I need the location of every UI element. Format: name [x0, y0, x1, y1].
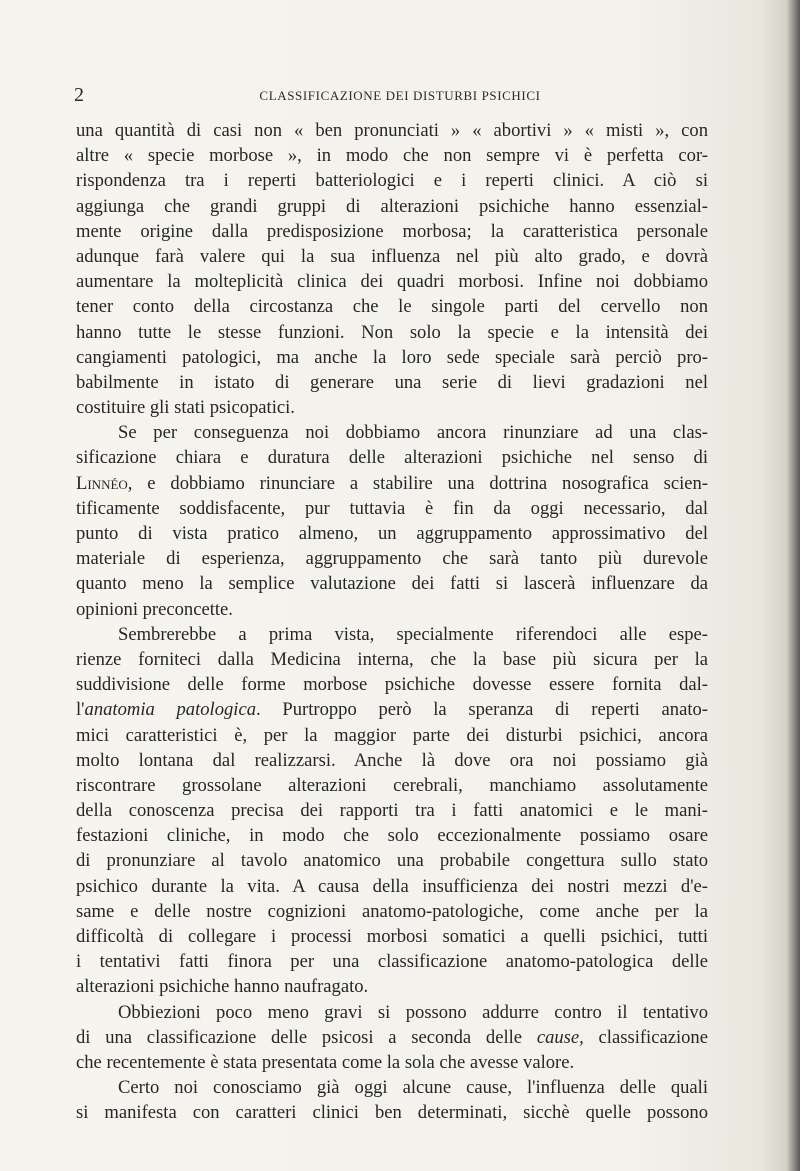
- text-fragment: , e dobbiamo rinunciare a stabilire una dottrina nosografica scien-: [127, 472, 708, 494]
- emphasis-term: anatomia patologica: [84, 699, 257, 721]
- text-line: altre « specie morbose », in modo che non sempre vi è perfetta cor-: [76, 145, 708, 167]
- text-line: aumentare la molteplicità clinica dei quadri morbosi. Infine noi dobbiamo: [76, 271, 708, 293]
- text-line: mici caratteristici è, per la maggior parte dei disturbi psichici, ancora: [76, 724, 708, 746]
- text-line: same e delle nostre cognizioni anatomo-patologiche, come anche per la: [76, 900, 708, 922]
- page-number: 2: [74, 84, 84, 106]
- text-line: Sembrerebbe a prima vista, specialmente riferendoci alle espe-: [118, 623, 708, 645]
- running-head: CLASSIFICAZIONE DEI DISTURBI PSICHICI: [259, 88, 541, 103]
- text-line: babilmente in istato di generare una serie di lievi gradazioni nel: [76, 371, 708, 393]
- text-line: tener conto della circostanza che le singole parti del cervello non: [76, 296, 708, 318]
- text-line: suddivisione delle forme morbose psichiche dovesse essere fornita dal-: [76, 674, 708, 696]
- text-line: festazioni cliniche, in modo che solo eccezionalmente possiamo osare: [76, 825, 708, 847]
- text-line: Obbiezioni poco meno gravi si possono addurre contro il tentativo: [118, 1001, 708, 1023]
- text-line: della conoscenza precisa dei rapporti tra i fatti anatomici e le mani-: [76, 800, 708, 822]
- text-line: sificazione chiara e duratura delle alterazioni psichiche nel senso di: [76, 447, 708, 469]
- text-line: aggiunga che grandi gruppi di alterazioni psichiche hanno essenzial-: [76, 195, 708, 217]
- text-fragment: classificazione: [583, 1026, 708, 1048]
- text-line: i tentativi fatti finora per una classificazione anatomo-patologica delle: [76, 951, 708, 973]
- text-line: si manifesta con caratteri clinici ben determinati, sicchè quelle possono: [76, 1102, 708, 1124]
- text-line: che recentemente è stata presentata come la sola che avesse valore.: [76, 1051, 575, 1073]
- text-line: di pronunziare al tavolo anatomico una probabile congettura sullo stato: [76, 850, 708, 872]
- text-line: mente origine dalla predisposizione morbosa; la caratteristica personale: [76, 220, 708, 242]
- text-line: punto di vista pratico almeno, un aggruppamento approssimativo del: [76, 523, 708, 544]
- text-line: rienze forniteci dalla Medicina interna, che la base più sicura per la: [76, 648, 708, 670]
- text-line: [76, 1025, 708, 1050]
- text-line: riscontrare grossolane alterazioni cerebrali, manchiamo assolutamente: [76, 774, 708, 796]
- text-line: difficoltà di collegare i processi morbosi somatici a quelli psichici, tutti: [76, 926, 708, 947]
- emphasis-term: cause,: [536, 1026, 584, 1048]
- text-line: costituire gli stati psicopatici.: [76, 397, 295, 419]
- text-fragment: . Purtroppo però la speranza di reperti anato-: [256, 699, 708, 721]
- text-line: Se per conseguenza noi dobbiamo ancora rinunziare ad una clas-: [118, 422, 708, 444]
- text-line: opinioni preconcette.: [76, 598, 233, 620]
- text-line: alterazioni psichiche hanno naufragato.: [76, 976, 369, 998]
- text-line: cangiamenti patologici, ma anche la loro sede speciale sarà perciò pro-: [76, 346, 708, 368]
- author-name: Linnéo: [76, 472, 128, 494]
- text-line: Certo noi conosciamo già oggi alcune cause, l'influenza delle quali: [118, 1077, 708, 1099]
- text-line: quanto meno la semplice valutazione dei fatti si lascerà influenzare da: [76, 573, 708, 595]
- text-line: molto lontana dal realizzarsi. Anche là dove ora noi possiamo già: [76, 749, 708, 771]
- text-line: tificamente soddisfacente, pur tuttavia è fin da oggi necessario, dal: [76, 497, 708, 519]
- text-line: una quantità di casi non « ben pronunciati » « abortivi » « misti », con: [76, 120, 708, 141]
- page-binding-edge: [786, 0, 800, 1171]
- body-text: [76, 118, 708, 1126]
- page-header: [74, 84, 714, 110]
- text-fragment: l': [76, 699, 85, 721]
- text-line: adunque farà valere qui la sua influenza nel più alto grado, e dovrà: [76, 245, 708, 267]
- text-line: psichico durante la vita. A causa della insufficienza dei nostri mezzi d'e-: [76, 875, 708, 897]
- text-line: [76, 471, 708, 496]
- text-line: materiale di esperienza, aggruppamento che sarà tanto più durevole: [76, 548, 708, 570]
- text-line: rispondenza tra i reperti batteriologici e i reperti clinici. A ciò si: [76, 170, 708, 192]
- text-line: [76, 697, 708, 722]
- text-line: hanno tutte le stesse funzioni. Non solo la specie e la intensità dei: [76, 321, 708, 343]
- text-fragment: di una classificazione delle psicosi a seconda delle: [76, 1026, 537, 1048]
